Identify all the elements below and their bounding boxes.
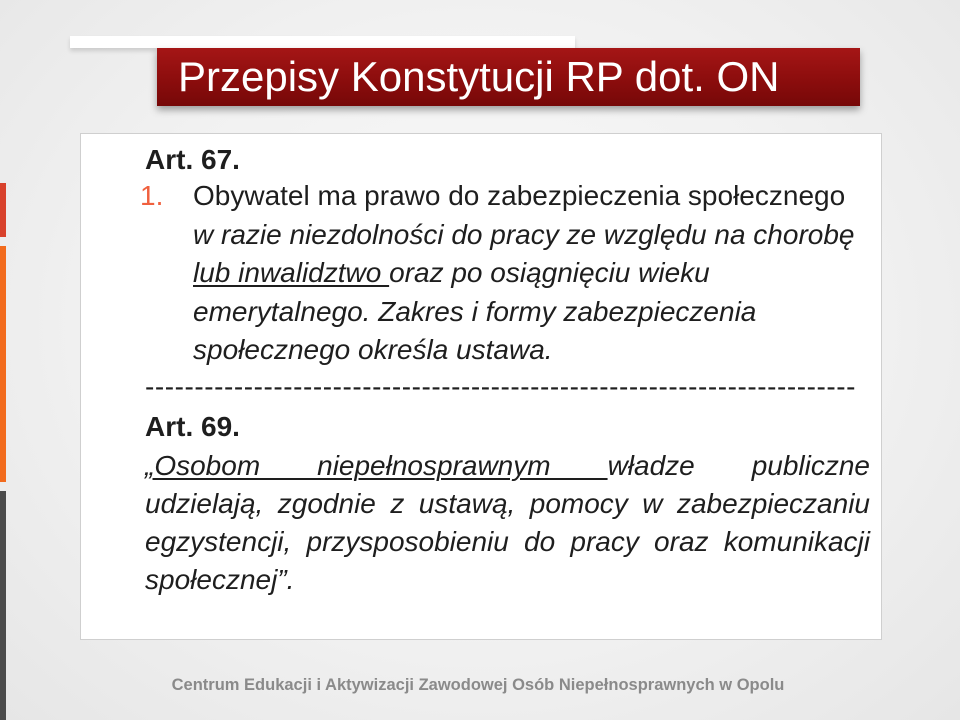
title-banner [157, 48, 860, 106]
title-decor-bar [70, 36, 575, 48]
footer-organization: Centrum Edukacji i Aktywizacji Zawodowej Osób Niepełnosprawnych w Opolu [171, 676, 785, 694]
art67-underlined-phrase: lub inwalidztwo [193, 257, 390, 288]
slide-title: Przepisy Konstytucji RP dot. ON [178, 53, 780, 100]
left-accent-orange [0, 246, 6, 482]
art67-line-4: emerytalnego. Zakres i formy zabezpieczenia [193, 295, 757, 327]
art69-line-1-rest: władze publiczne [607, 450, 870, 481]
left-accent-red [0, 183, 6, 237]
content-panel [80, 133, 882, 640]
art69-heading: Art. 69. [145, 411, 240, 442]
art69-line-4: społecznej”. [145, 564, 295, 595]
art67-item-number: 1. [140, 180, 164, 211]
art69-line-1 [145, 447, 870, 485]
art67-line-1: Obywatel ma prawo do zabezpieczenia społecznego [193, 180, 846, 211]
art67-line-3 [193, 254, 710, 292]
art67-line-3-rest: oraz po osiągnięciu wieku [389, 257, 710, 288]
art69-underlined-phrase: „Osobom niepełnosprawnym [145, 450, 608, 481]
dashed-separator: ------------------------------------------------------------------------ [145, 371, 856, 402]
art67-line-2: w razie niezdolności do pracy ze względu na chorobę [193, 218, 855, 250]
art69-line-3: egzystencji, przysposobieniu do pracy oraz komunikacji [145, 526, 870, 557]
art67-line-5: społecznego określa ustawa. [193, 334, 553, 365]
art67-heading: Art. 67. [145, 144, 240, 175]
art69-line-2: udzielają, zgodnie z ustawą, pomocy w zabezpieczaniu [145, 488, 870, 519]
